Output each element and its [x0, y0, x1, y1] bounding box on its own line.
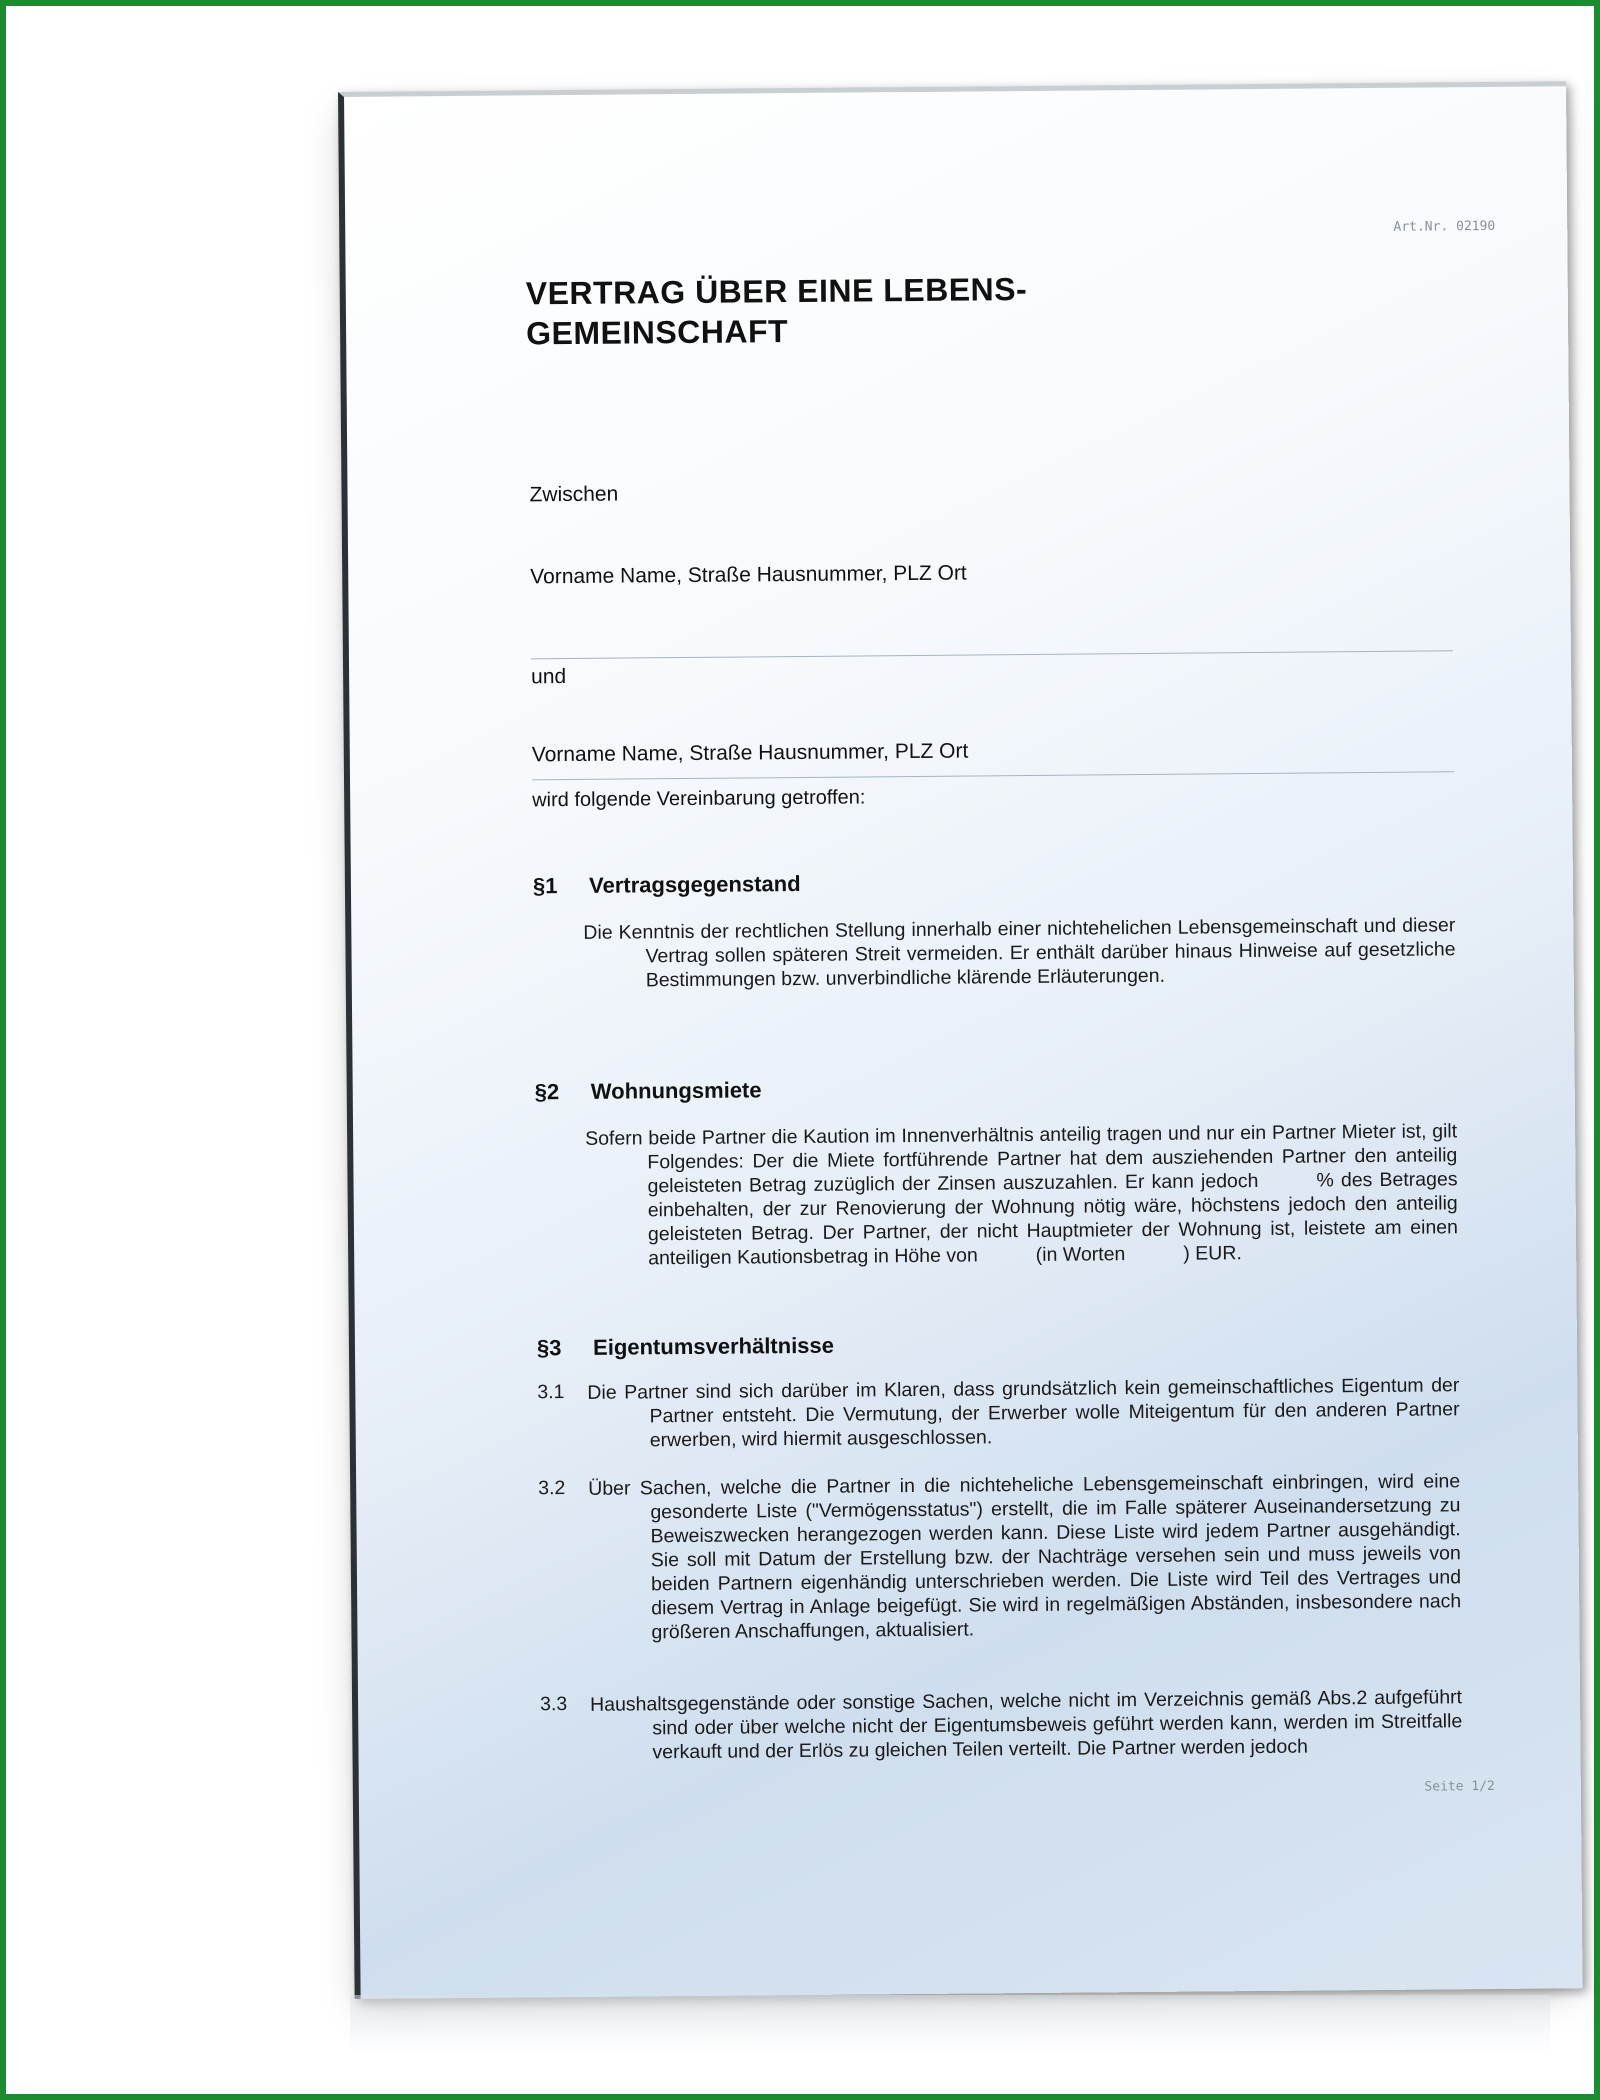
section-1-number: §1 — [532, 873, 558, 899]
and-label: und — [531, 665, 567, 689]
item-3-1-text: Die Partner sind sich darüber im Klaren, dass grundsätzlich kein gemeinschaftliches Eigentum der Partner entsteht. Die Vermutung, der Erwerber wolle Miteigentum für den anderen Partner erwerben, wird hiermit ausgeschlossen. — [587, 1374, 1460, 1452]
item-3-3-text: Haushaltsgegenstände oder sonstige Sachen, welche nicht im Verzeichnis gemäß Abs.2 aufgeführt sind oder über welche nicht der Eigentumsbeweis geführt werden kann, werden im Streitfalle verkauft und der Erlös zu gleichen Teilen verteilt. Die Partner werden jedoch — [589, 1686, 1463, 1764]
blank-amount — [978, 1261, 1036, 1262]
title-line-1: VERTRAG ÜBER EINE LEBENS- — [525, 270, 1028, 312]
title-line-2: GEMEINSCHAFT — [525, 313, 789, 352]
item-3-3-number: 3.3 — [539, 1693, 568, 1716]
document-title — [526, 267, 1227, 353]
section-3-number: §3 — [536, 1335, 562, 1361]
between-label: Zwischen — [529, 482, 619, 507]
page-number: Seite 1/2 — [1424, 1778, 1495, 1795]
article-number: Art.Nr. 02190 — [1393, 218, 1496, 235]
section-2-text-c: (in Worten — [1035, 1243, 1126, 1266]
party-2-address: Vorname Name, Straße Hausnummer, PLZ Ort — [531, 739, 969, 767]
section-2-heading — [535, 1077, 762, 1105]
section-2-title: Wohnungsmiete — [590, 1077, 762, 1104]
section-2-number: §2 — [534, 1079, 560, 1105]
party-2-divider — [532, 771, 1454, 780]
section-2-text — [585, 1119, 1458, 1271]
section-2-text-d: ) EUR. — [1183, 1242, 1242, 1265]
section-2-text-a: Sofern beide Partner die Kaution im Innenverhältnis anteilig tragen und nur ein Partner Mieter ist, gilt Folgendes: Der die Miete fortführende Partner hat dem ausziehenden Partner den anteilig geleisteten Betrag zuzüglich der Zinsen auszuzahlen. Er kann jedoch — [585, 1120, 1458, 1198]
party-1-address: Vorname Name, Straße Hausnummer, PLZ Ort — [530, 561, 967, 589]
section-3-title: Eigentumsverhältnisse — [592, 1332, 835, 1360]
item-3-2-text: Über Sachen, welche die Partner in die nichteheliche Lebensgemeinschaft einbringen, wird eine gesonderte Liste ("Vermögensstatus") erstellt, die im Falle späterer Auseinandersetzung zu Beweiszwecken herangezogen werden kann. Diese Liste wird jedem Partner ausgehändigt. Sie soll mit Datum der Erstellung bzw. der Nachträge versehen sein und muss jeweils von beiden Partnern eigenhändig unterschrieben werden. Die Liste wird Teil des Vertrages und diesem Vertrag in Anlage beigefügt. Sie wird in regelmäßigen Abständen, insbesondere nach größeren Anschaffungen, aktualisiert. — [588, 1470, 1462, 1644]
section-1-text: Die Kenntnis der rechtlichen Stellung innerhalb einer nichtehelichen Lebensgemeinschaft und dieser Vertrag sollen späteren Streit vermeiden. Er enthält darüber hinaus Hinweise auf gesetzliche Bestimmungen bzw. unverbindliche klärende Erläuterungen. — [583, 914, 1456, 992]
blank-percent — [1259, 1187, 1317, 1188]
blank-words — [1125, 1260, 1183, 1261]
item-3-2-number: 3.2 — [538, 1477, 566, 1500]
section-2-text-b: % des Betrages einbehalten, der zur Renovierung der Wohnung nötig wäre, höchstens jedoch den anteilig geleisteten Betrag. Der Partner, der nicht Hauptmieter der Wohnung ist, leistete am einen anteiligen Kautionsbetrag in Höhe von — [647, 1168, 1459, 1270]
party-1-divider — [531, 650, 1453, 659]
item-3-1-number: 3.1 — [537, 1381, 565, 1404]
document-page — [338, 81, 1583, 1999]
intro-sentence: wird folgende Vereinbarung getroffen: — [532, 786, 866, 812]
section-3-heading — [537, 1333, 834, 1362]
section-1-heading — [533, 871, 801, 899]
section-1-title: Vertragsgegenstand — [588, 870, 801, 898]
page-reflection — [350, 1995, 1550, 2055]
